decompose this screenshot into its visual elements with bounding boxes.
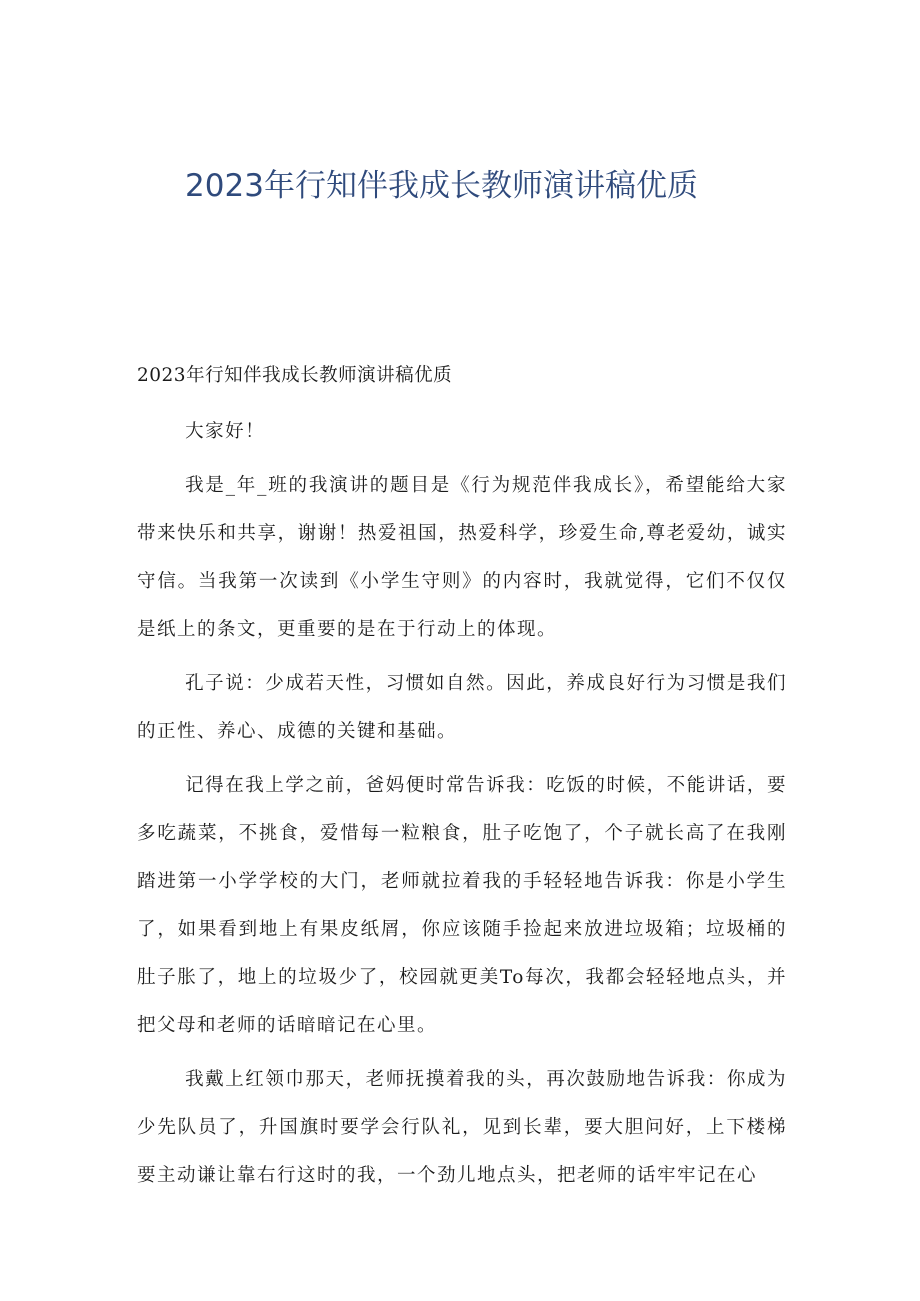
paragraph-greeting: 大家好！ (185, 421, 266, 442)
document-subtitle: 2023年行知伴我成长教师演讲稿优质 (137, 365, 453, 386)
document-body (137, 352, 787, 1206)
document-title: 2023年行知伴我成长教师演讲稿优质 (185, 168, 698, 204)
paragraph-childhood-memory: 记得在我上学之前，爸妈便时常告诉我：吃饭的时候，不能讲话，要多吃蔬菜，不挑食，爱惜每一粒粮食，肚子吃饱了，个子就长高了在我刚踏进第一小学学校的大门，老师就拉着我的手轻轻地告诉我：你是小学生了，如果看到地上有果皮纸屑，你应该随手捡起来放进垃圾箱；垃圾桶的肚子胀了，地上的垃圾少了，校园就更美To每次，我都会轻轻地点头，并把父母和老师的话暗暗记在心里。 (137, 775, 787, 1036)
paragraph-introduction: 我是_年_班的我演讲的题目是《行为规范伴我成长》，希望能给大家带来快乐和共享，谢谢！热爱祖国，热爱科学，珍爱生命,尊老爱幼，诚实守信。当我第一次读到《小学生守则》的内容时，我就觉得，它们不仅仅是纸上的条文，更重要的是在于行动上的体现。 (137, 475, 787, 640)
paragraph-confucius: 孔子说：少成若天性，习惯如自然。因此，养成良好行为习惯是我们的正性、养心、成德的关键和基础。 (137, 673, 787, 742)
paragraph-red-scarf: 我戴上红领巾那天，老师抚摸着我的头，再次鼓励地告诉我：你成为少先队员了，升国旗时要学会行队礼，见到长辈，要大胆问好，上下楼梯要主动谦让靠右行这时的我，一个劲儿地点头，把老师的话牢牢记在心 (137, 1069, 787, 1186)
